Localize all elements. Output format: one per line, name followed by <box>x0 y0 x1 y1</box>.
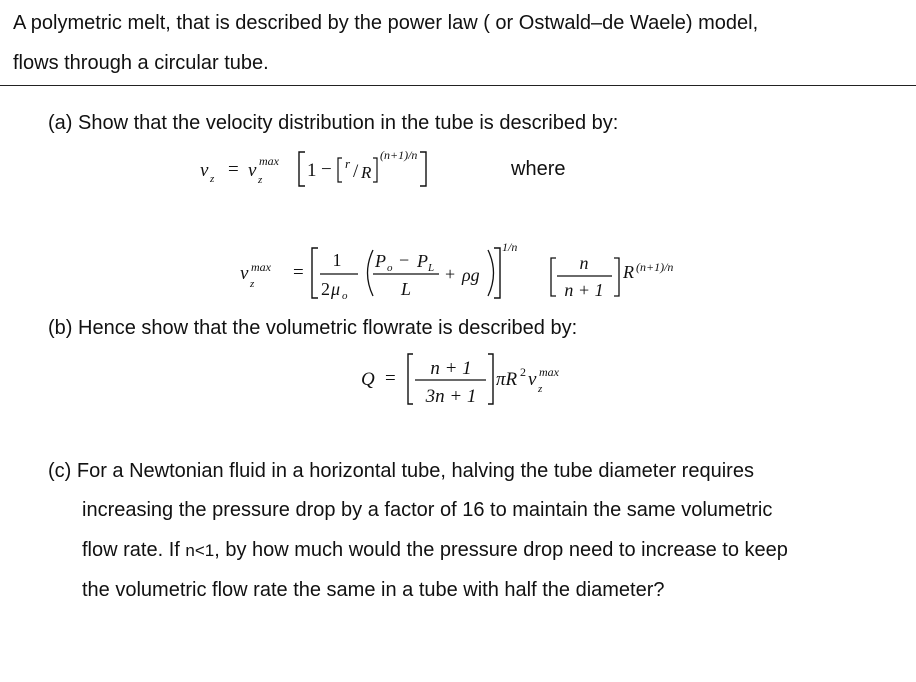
eq2-v: v <box>240 263 249 284</box>
part-c-line-3-end: , by how much would the pressure drop need to increase to keep <box>214 539 788 561</box>
eq1-R: R <box>361 163 372 182</box>
velocity-distribution-equation <box>195 144 515 192</box>
part-a-heading: (a) Show that the velocity distribution in the tube is described by: <box>48 112 619 134</box>
eq1-v: v <box>200 160 209 181</box>
eq2-right-paren <box>488 250 494 296</box>
part-c-line-1: (c) For a Newtonian fluid in a horizontal tube, halving the tube diameter requires <box>48 460 754 482</box>
eq1-left-bracket <box>299 152 305 186</box>
eq3-equals: = <box>385 368 396 389</box>
where-label: where <box>511 158 566 180</box>
eq2-num-n: n <box>579 253 589 273</box>
eq2-R: R <box>623 262 634 282</box>
part-c-condition: n<1 <box>185 541 215 560</box>
eq2-den-mu: μ <box>331 279 341 299</box>
eq2-sup-max: max <box>251 260 271 274</box>
eq2-minus: − <box>399 250 410 270</box>
eq1-sub-z2: z <box>258 174 263 186</box>
eq1-sub-z: z <box>210 173 215 185</box>
eq2-sub-L: L <box>428 262 435 274</box>
part-c-line-3-start: flow rate. If <box>82 539 186 561</box>
eq3-right-bracket <box>488 354 493 404</box>
eq2-sub-z: z <box>250 278 255 290</box>
eq2-plus: + <box>445 264 456 284</box>
eq2-equals: = <box>293 262 304 283</box>
section-divider <box>0 85 916 86</box>
eq3-numerator: n + 1 <box>430 358 472 379</box>
intro-line-2: flows through a circular tube. <box>13 52 269 74</box>
eq2-exp-1n: 1/n <box>502 240 518 254</box>
intro-line-1: A polymetric melt, that is described by the power law ( or Ostwald–de Waele) model, <box>13 12 759 34</box>
eq1-v2: v <box>248 160 257 181</box>
eq2-left-paren <box>368 250 374 296</box>
eq3-denominator: 3n + 1 <box>425 386 477 407</box>
max-velocity-equation <box>232 236 722 306</box>
eq2-den-L: L <box>400 279 412 299</box>
part-c-line-4: the volumetric flow rate the same in a tube with half the diameter? <box>82 579 665 601</box>
part-c-line-2: increasing the pressure drop by a factor of 16 to maintain the same volumetric <box>82 499 773 521</box>
eq3-sub-z: z <box>538 383 543 395</box>
eq2-den-two: 2 <box>321 279 330 299</box>
eq1-right-bracket <box>420 152 426 186</box>
eq3-left-bracket <box>408 354 413 404</box>
eq2-R-exp: (n+1)/n <box>636 260 674 274</box>
eq3-sup-2: 2 <box>520 365 526 379</box>
eq2-sub-o: o <box>387 262 393 274</box>
eq2-P-L: P <box>417 251 428 271</box>
eq2-rho-g: ρg <box>462 265 480 285</box>
eq1-sup-max: max <box>259 154 279 168</box>
eq2-den-sub-o: o <box>342 290 348 302</box>
eq1-minus: − <box>321 159 332 180</box>
part-b-heading: (b) Hence show that the volumetric flowrate is described by: <box>48 317 578 339</box>
eq2-frac-left-bracket <box>551 258 556 296</box>
eq2-outer-left-bracket <box>312 248 318 298</box>
eq1-inner-left-bracket <box>338 158 342 182</box>
eq1-one: 1 <box>307 160 317 181</box>
eq2-frac-right-bracket <box>614 258 619 296</box>
eq3-sup-max: max <box>539 365 559 379</box>
eq2-num-one: 1 <box>332 250 342 270</box>
eq1-slash: / <box>353 161 359 182</box>
part-c-line-3 <box>82 538 788 563</box>
eq3-pi-R: πR <box>496 369 518 390</box>
eq1-equals: = <box>228 159 239 180</box>
eq2-outer-right-bracket <box>494 248 500 298</box>
eq1-exponent: (n+1)/n <box>380 148 418 162</box>
eq1-inner-right-bracket <box>373 158 377 182</box>
flowrate-equation <box>355 348 605 412</box>
eq3-Q: Q <box>361 369 375 390</box>
eq2-P-o: P <box>375 251 386 271</box>
eq2-den-n-plus-1: n + 1 <box>564 280 604 300</box>
eq3-v: v <box>528 369 537 390</box>
eq1-r: r <box>345 156 351 171</box>
